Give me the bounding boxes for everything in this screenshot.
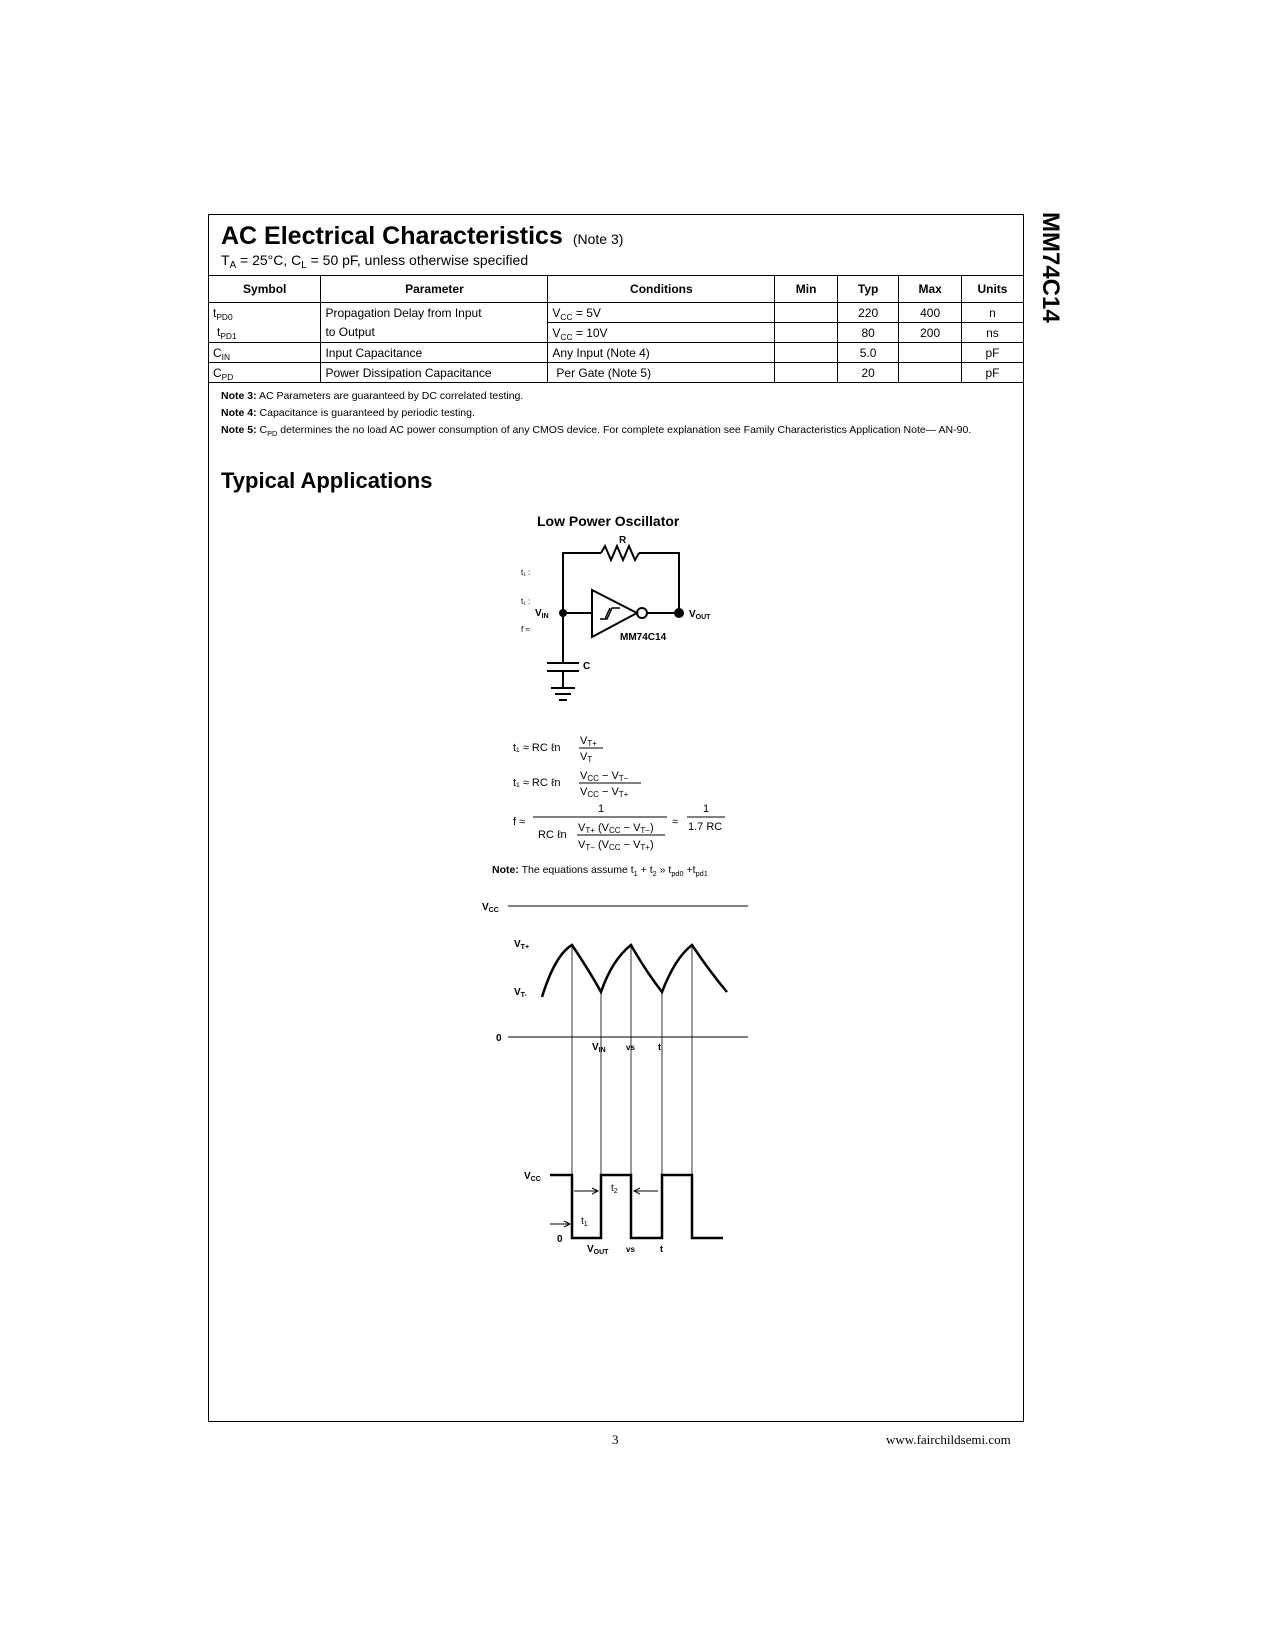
eq3-numerator: 1 [598,803,605,815]
footer-url: www.fairchildsemi.com [886,1432,1011,1447]
eq1-lhs: t₁ ≈ RC ℓn [513,742,561,754]
vtp-label: $V_{T+}$ [514,939,530,951]
zero-label: 0 [496,1033,502,1044]
eq3-inner-denominator: VT− (VCC − VT+) [578,839,654,852]
vout-node [674,608,684,618]
vin-node [559,609,567,617]
header-parameter: Parameter [321,276,548,303]
resistor-symbol [601,546,639,560]
cell-typ: 220 [837,303,899,323]
cell-conditions: Any Input (Note 4) [548,343,775,363]
circuit-t1-label-a: t₁ : [521,568,531,577]
vin-axis-label: $V_{IN}$ [592,1042,606,1054]
vs-label-bottom: vs [626,1245,635,1254]
ac-title-note: (Note 3) [572,231,624,247]
cell-units: n [961,303,1023,323]
vout-waveform [550,1175,723,1238]
eq3-inner-numerator: VT+ (VCC − VT−) [578,822,654,835]
eq1-denominator: VT [580,751,593,764]
vs-label-top: vs [626,1043,635,1052]
vin-label: $V_{IN}$ [535,608,549,620]
header-max: Max [899,276,962,303]
cell-typ: 80 [837,323,899,343]
t-label-bottom: t [660,1244,663,1254]
cell-parameter: Power Dissipation Capacitance [321,363,548,383]
header-symbol: Symbol [209,276,321,303]
header-typ: Typ [837,276,899,303]
cell-units: pF [961,343,1023,363]
cell-symbol: $t_{PD0}$ [209,303,321,323]
ac-conditions: $T_A = 25^\circ C$, $C_L = 50$ pF, unless otherwise specified [221,252,529,271]
eq3-approx: ≈ [672,816,679,828]
eq2-lhs: t₁ ≈ RC ℓn [513,777,561,789]
vout-label: $V_{OUT}$ [689,609,711,621]
t-label-top: t [658,1042,661,1052]
cell-units: pF [961,363,1023,383]
feedback-wire-right [639,553,679,613]
oscillator-schematic [547,546,679,700]
cell-parameter: to Output [321,323,548,343]
ac-section-title: AC Electrical Characteristics (Note 3) [221,222,624,250]
eq3-rhs-denominator: 1.7 RC [688,821,723,833]
eq2-numerator: VCC − VT− [580,770,629,783]
t2-label: $t_2$ [611,1183,618,1195]
cell-conditions: $V_{CC} = 5V$ [548,303,775,323]
circuit-f-label: f ≈ [521,625,530,634]
cell-units: ns [961,323,1023,343]
cell-parameter: Input Capacitance [321,343,548,363]
cell-symbol: $t_{PD1}$ [209,323,321,343]
eq3-rhs-numerator: 1 [703,803,710,815]
vcc-out-label: $V_{CC}$ [524,1171,541,1183]
note-5: Note 5: $C_{PD}$ determines the no load AC power consumption of any CMOS device. For complete explanation see Family Characteristics Application Note— AN-90. [221,424,972,438]
cell-max: 200 [899,323,962,343]
cell-conditions: $V_{CC} = 10V$ [548,323,775,343]
cell-symbol: $C_{PD}$ [209,363,321,383]
resistor-label: R [619,535,627,546]
note-4: Note 4: Capacitance is guaranteed by periodic testing. [221,407,475,419]
page-number: 3 [612,1432,619,1447]
cell-parameter: Propagation Delay from Input [321,303,548,323]
eq2-denominator: VCC − VT+ [580,786,629,799]
note-3: Note 3: AC Parameters are guaranteed by DC correlated testing. [221,390,524,402]
header-min: Min [775,276,838,303]
oscillator-title: Low Power Oscillator [537,513,680,529]
equation-note: Note: The equations assume $t_1 + t_2$ » $t_{pd0} +t_{pd1}$ [492,864,708,878]
header-conditions: Conditions [548,276,775,303]
eq3-den-lhs: RC ℓn [538,829,567,841]
eq3-lhs: f ≈ [513,816,526,828]
cell-conditions: Per Gate (Note 5) [548,363,775,383]
feedback-wire-left [563,553,601,613]
part-label: MM74C14 [620,632,667,643]
vtm-label: $V_{T-}$ [514,987,527,999]
capacitor-label: C [583,661,591,672]
vcc-label: $V_{CC}$ [482,902,499,914]
zero-out-label: 0 [557,1234,563,1245]
t1-arrows [550,1221,570,1227]
waveform-diagram [508,906,748,1238]
t1-label: $t_1$ [581,1216,588,1228]
cell-typ: 5.0 [837,343,899,363]
header-units: Units [961,276,1023,303]
schmitt-inverter-symbol [592,590,637,637]
typical-applications-title: Typical Applications [221,468,433,493]
vin-waveform [542,945,727,997]
vout-axis-label: $V_{OUT}$ [587,1244,609,1256]
circuit-t1-label-b: t₁ : [521,597,531,606]
cell-max: 400 [899,303,962,323]
part-number-side-title: MM74C14 [1037,212,1064,323]
cell-typ: 20 [837,363,899,383]
cell-symbol: $C_{IN}$ [209,343,321,363]
equations [513,735,725,852]
eq1-numerator: VT+ [580,735,597,748]
